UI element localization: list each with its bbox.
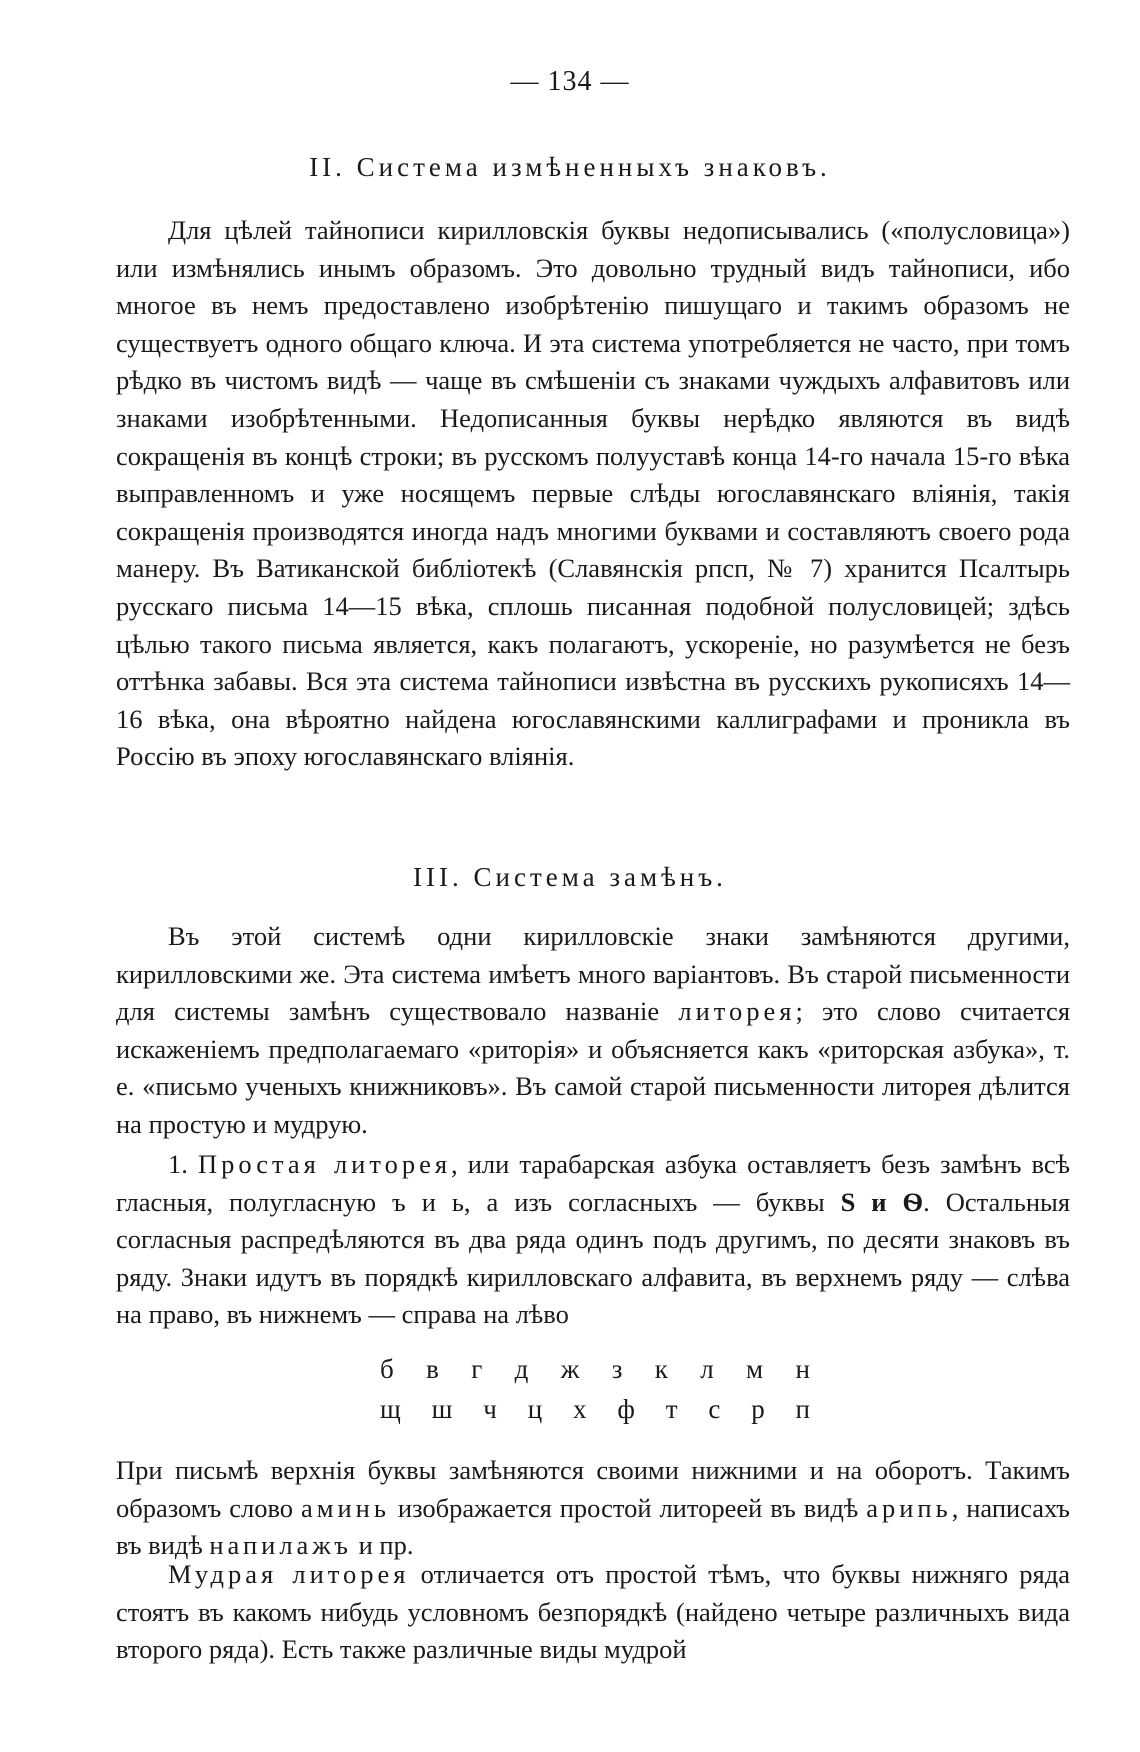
cipher-letter: ш: [431, 1394, 453, 1424]
cipher-letter: н: [795, 1354, 810, 1384]
paragraph-text: , или тарабарская азбука оставляетъ безъ замѣнъ всѣ гласныя, полугласную ъ и ь, а изъ согласныхъ — буквы: [116, 1149, 1070, 1217]
cipher-letter: г: [471, 1354, 483, 1384]
section-3-paragraph-3: [116, 1452, 1070, 1565]
paragraph-text: ; это слово считается искаженіемъ предполагаемаго «риторія» и объясняется какъ «риторская азбука», т. е. «письмо ученыхъ книжниковъ». Въ самой старой письменности литорея дѣлится на простую и мудрую.: [116, 996, 1071, 1139]
paragraph-text: . Остальныя согласныя распредѣляются въ два ряда одинъ подъ другимъ, по десяти знаковъ въ ряду. Знаки идутъ въ порядкѣ кирилловскаго алфавита, въ верхнемъ ряду — слѣва на право, въ нижнемъ — справа на лѣво: [116, 1186, 1071, 1330]
cipher-letter: л: [700, 1354, 714, 1384]
example-word: напилажъ: [209, 1530, 352, 1561]
cipher-letter: в: [426, 1354, 439, 1384]
cipher-letter: с: [708, 1394, 721, 1424]
page-number: — 134 —: [510, 66, 630, 97]
paragraph-text: изображается простой литореей въ видѣ: [389, 1492, 867, 1523]
paragraph-text: , написахъ въ видѣ: [116, 1492, 1070, 1561]
list-number: 1.: [168, 1149, 198, 1179]
example-word: аминь: [300, 1492, 390, 1523]
cipher-letter: щ: [380, 1394, 401, 1424]
cipher-letter: ф: [617, 1394, 635, 1424]
section-3-paragraph-4: [116, 1556, 1070, 1669]
cipher-letter: ж: [560, 1354, 580, 1384]
cipher-letter: ч: [483, 1394, 497, 1424]
cipher-letter: т: [665, 1394, 678, 1424]
paragraph-text: отличается отъ простой тѣмъ, что буквы нижняго ряда стоятъ въ какомъ нибудь условномъ безпорядкѣ (найдено четыре различныхъ вида второго ряда). Есть также различные виды мудрой: [116, 1559, 1070, 1665]
cipher-letter: п: [795, 1394, 810, 1424]
term-wise-litoreya: Мудрая литорея: [168, 1559, 410, 1589]
cipher-bottom-row: [380, 1394, 810, 1425]
section-3-paragraph-1: [116, 918, 1070, 1144]
term-litoreya: литорея: [678, 996, 796, 1027]
cipher-letter: б: [380, 1354, 394, 1384]
section-3-paragraph-2: [116, 1146, 1070, 1334]
cipher-letter: р: [751, 1394, 765, 1424]
cipher-letter: ц: [527, 1394, 543, 1424]
section-2-paragraph: Для цѣлей тайнописи кирилловскія буквы недописывались («полусловица») или измѣнялись инымъ образомъ. Это довольно трудный видъ тайнописи, ибо многое въ немъ предоставлено изобрѣтенію пишущаго и такимъ образомъ не существуетъ одного общаго ключа. И эта система употребляется не часто, при томъ рѣдко въ чистомъ видѣ — чаще въ смѣшеніи съ знаками чуждыхъ алфавитовъ или знаками изобрѣтенными. Недописанныя буквы нерѣдко являются въ видѣ сокращенія въ концѣ строки; въ русскомъ полууставѣ конца 14-го начала 15-го вѣка выправленномъ и уже носящемъ первые слѣды югославянскаго вліянія, такія сокращенія производятся иногда надъ многими буквами и составляютъ своего рода манеру. Въ Ватиканской библіотекѣ (Славянскія рпсп, № 7) хранится Псалтырь русскаго письма 14—15 вѣка, сплошь писанная подобной полусловицей; здѣсь цѣлью такого письма является, какъ полагаютъ, ускореніе, но разумѣется не безъ оттѣнка забавы. Вся эта система тайнописи извѣстна въ русскихъ рукописяхъ 14—16 вѣка, она вѣроятно найдена югославянскими каллиграфами и проникла въ Россію въ эпоху югославянскаго вліянія.: [116, 215, 1070, 772]
example-word: арипь: [866, 1492, 952, 1523]
cipher-letter: з: [611, 1354, 623, 1384]
cipher-letter: х: [573, 1394, 587, 1424]
paragraph-text: При письмѣ верхнія буквы замѣняются своими нижними и на оборотъ. Такимъ образомъ слово: [116, 1455, 1070, 1523]
section-3-heading: III. Система замѣнъ.: [413, 862, 727, 892]
cipher-letter: м: [746, 1354, 764, 1384]
paragraph-text: Въ этой системѣ одни кирилловскіе знаки замѣняются другими, кирилловскими же. Эта система имѣетъ много варіантовъ. Въ старой письменности для системы замѣнъ существовало названіе: [116, 921, 1070, 1027]
cipher-top-row: [380, 1354, 810, 1385]
paragraph-text: и пр.: [351, 1530, 414, 1561]
section-2-heading: II. Система измѣненныхъ знаковъ.: [309, 152, 831, 182]
term-simple-litoreya: Простая литорея: [197, 1149, 452, 1179]
cipher-letter: д: [514, 1354, 529, 1384]
cipher-letter: к: [654, 1354, 668, 1384]
excluded-letters: Ѕ и Ѳ: [840, 1186, 924, 1217]
